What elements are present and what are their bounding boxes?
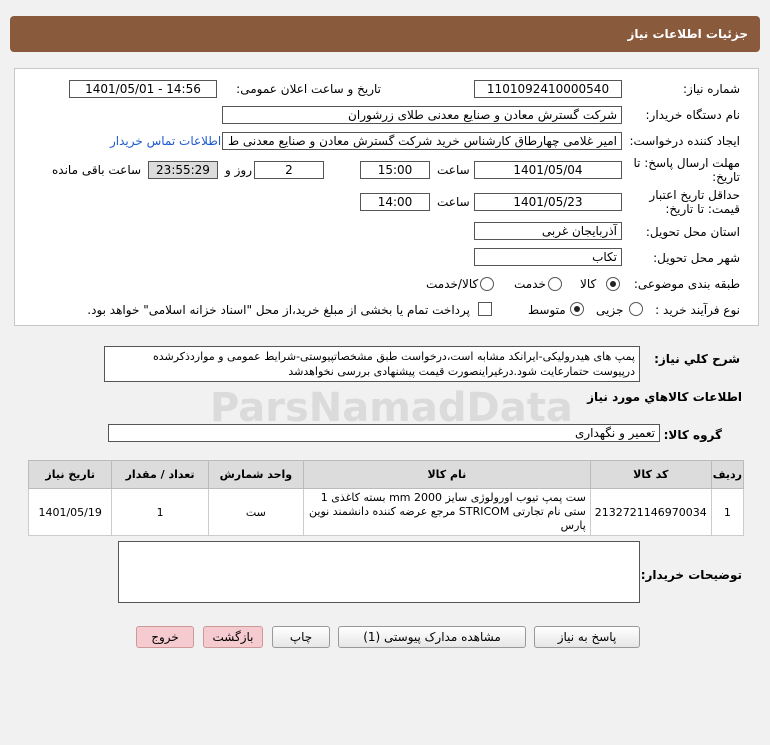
col-unit: واحد شمارش — [208, 461, 303, 489]
cell-qty: 1 — [112, 489, 208, 536]
deadline-date-label: تاریخ: — [712, 170, 740, 184]
cell-unit: ست — [208, 489, 303, 536]
province-field: آذربایجان غربی — [474, 222, 622, 240]
process-option-medium: متوسط — [528, 303, 566, 317]
watermark-text: ParsNamadData — [210, 385, 573, 431]
attachments-button[interactable]: مشاهده مدارک پیوستی (1) — [338, 626, 526, 648]
province-label: استان محل تحویل: — [645, 225, 740, 239]
treasury-note: پرداخت تمام یا بخشی از مبلغ خرید،از محل "اسناد خزانه اسلامی" خواهد بود. — [87, 303, 470, 317]
category-radio-goods[interactable] — [606, 277, 620, 291]
category-option-goods-service: کالا/خدمت — [426, 277, 479, 291]
remaining-time-field: 23:55:29 — [148, 161, 218, 179]
category-radio-goods-service[interactable] — [480, 277, 494, 291]
city-field: تکاب — [474, 248, 622, 266]
process-radio-minor[interactable] — [629, 302, 643, 316]
cell-code: 2132721146970034 — [590, 489, 711, 536]
reply-button[interactable]: پاسخ به نیاز — [534, 626, 640, 648]
buyer-org-label: نام دستگاه خریدار: — [645, 108, 740, 122]
back-button[interactable]: بازگشت — [203, 626, 263, 648]
buyer-notes-field — [118, 541, 640, 603]
remaining-label: ساعت باقی مانده — [52, 163, 142, 177]
announce-label: تاریخ و ساعت اعلان عمومی: — [236, 82, 381, 96]
category-label: طبقه بندی موضوعی: — [633, 277, 740, 291]
table-row — [29, 489, 744, 536]
need-number-label: شماره نیاز: — [683, 82, 740, 96]
goods-group-label: گروه کالا: — [663, 428, 722, 442]
goods-group-field: تعمیر و نگهداری — [108, 424, 660, 442]
validity-time-field: 14:00 — [360, 193, 430, 211]
description-label: شرح کلي نياز: — [654, 352, 740, 366]
col-row: ردیف — [711, 461, 743, 489]
col-qty: تعداد / مقدار — [112, 461, 208, 489]
col-code: کد کالا — [590, 461, 711, 489]
treasury-checkbox[interactable] — [478, 302, 492, 316]
cell-row: 1 — [711, 489, 743, 536]
buyer-org-field: شرکت گسترش معادن و صنایع معدنی طلای زرشوران — [222, 106, 622, 124]
announce-field: 1401/05/01 - 14:56 — [69, 80, 217, 98]
deadline-date-field: 1401/05/04 — [474, 161, 622, 179]
process-label: نوع فرآیند خرید : — [655, 303, 740, 317]
exit-button[interactable]: خروج — [136, 626, 194, 648]
days-label: روز و — [225, 163, 252, 177]
goods-table — [28, 460, 744, 536]
city-label: شهر محل تحویل: — [653, 251, 740, 265]
cell-name: ست پمپ تیوب اورولوژی سایز 2000 mm بسته کاغذی 1 ستی نام تجارتی STRICOM مرجع عرضه کننده دانشمند نوین پارس — [303, 489, 590, 536]
requester-label: ایجاد کننده درخواست: — [629, 134, 740, 148]
requester-field: امیر غلامی چهارطاق کارشناس خرید شرکت گسترش معادن و صنایع معدنی ط — [222, 132, 622, 150]
process-option-minor: جزیی — [596, 303, 624, 317]
col-date: تاریخ نیاز — [29, 461, 112, 489]
category-option-goods: کالا — [580, 277, 597, 291]
cell-date: 1401/05/19 — [29, 489, 112, 536]
deadline-time-field: 15:00 — [360, 161, 430, 179]
col-name: نام کالا — [303, 461, 590, 489]
goods-section-title: اطلاعات کالاهاي مورد نياز — [587, 390, 742, 404]
process-radio-medium[interactable] — [570, 302, 584, 316]
validity-label: حداقل تاریخ اعتبار — [649, 188, 740, 202]
validity-date-label: قیمت: تا تاریخ: — [665, 202, 740, 216]
deadline-time-label: ساعت — [437, 163, 470, 177]
page-title: جزئیات اطلاعات نیاز — [10, 16, 760, 52]
category-radio-service[interactable] — [548, 277, 562, 291]
category-option-service: خدمت — [514, 277, 546, 291]
deadline-label: مهلت ارسال پاسخ: تا — [633, 156, 740, 170]
description-field: پمپ های هیدرولیکی-ایرانکد مشابه است،درخواست طبق مشخصاتپیوستی-شرایط عمومی و مواردذکرشده درپیوست حتمارعایت شود.درغیراینصورت قیمت پیشنهادی بررسی نخواهدشد — [104, 346, 640, 382]
validity-date-field: 1401/05/23 — [474, 193, 622, 211]
buyer-notes-label: توضیحات خریدار: — [640, 568, 742, 582]
deadline-days-field: 2 — [254, 161, 324, 179]
print-button[interactable]: چاپ — [272, 626, 330, 648]
need-number-field: 1101092410000540 — [474, 80, 622, 98]
validity-time-label: ساعت — [437, 195, 470, 209]
buyer-contact-link[interactable]: اطلاعات تماس خریدار — [110, 134, 222, 148]
